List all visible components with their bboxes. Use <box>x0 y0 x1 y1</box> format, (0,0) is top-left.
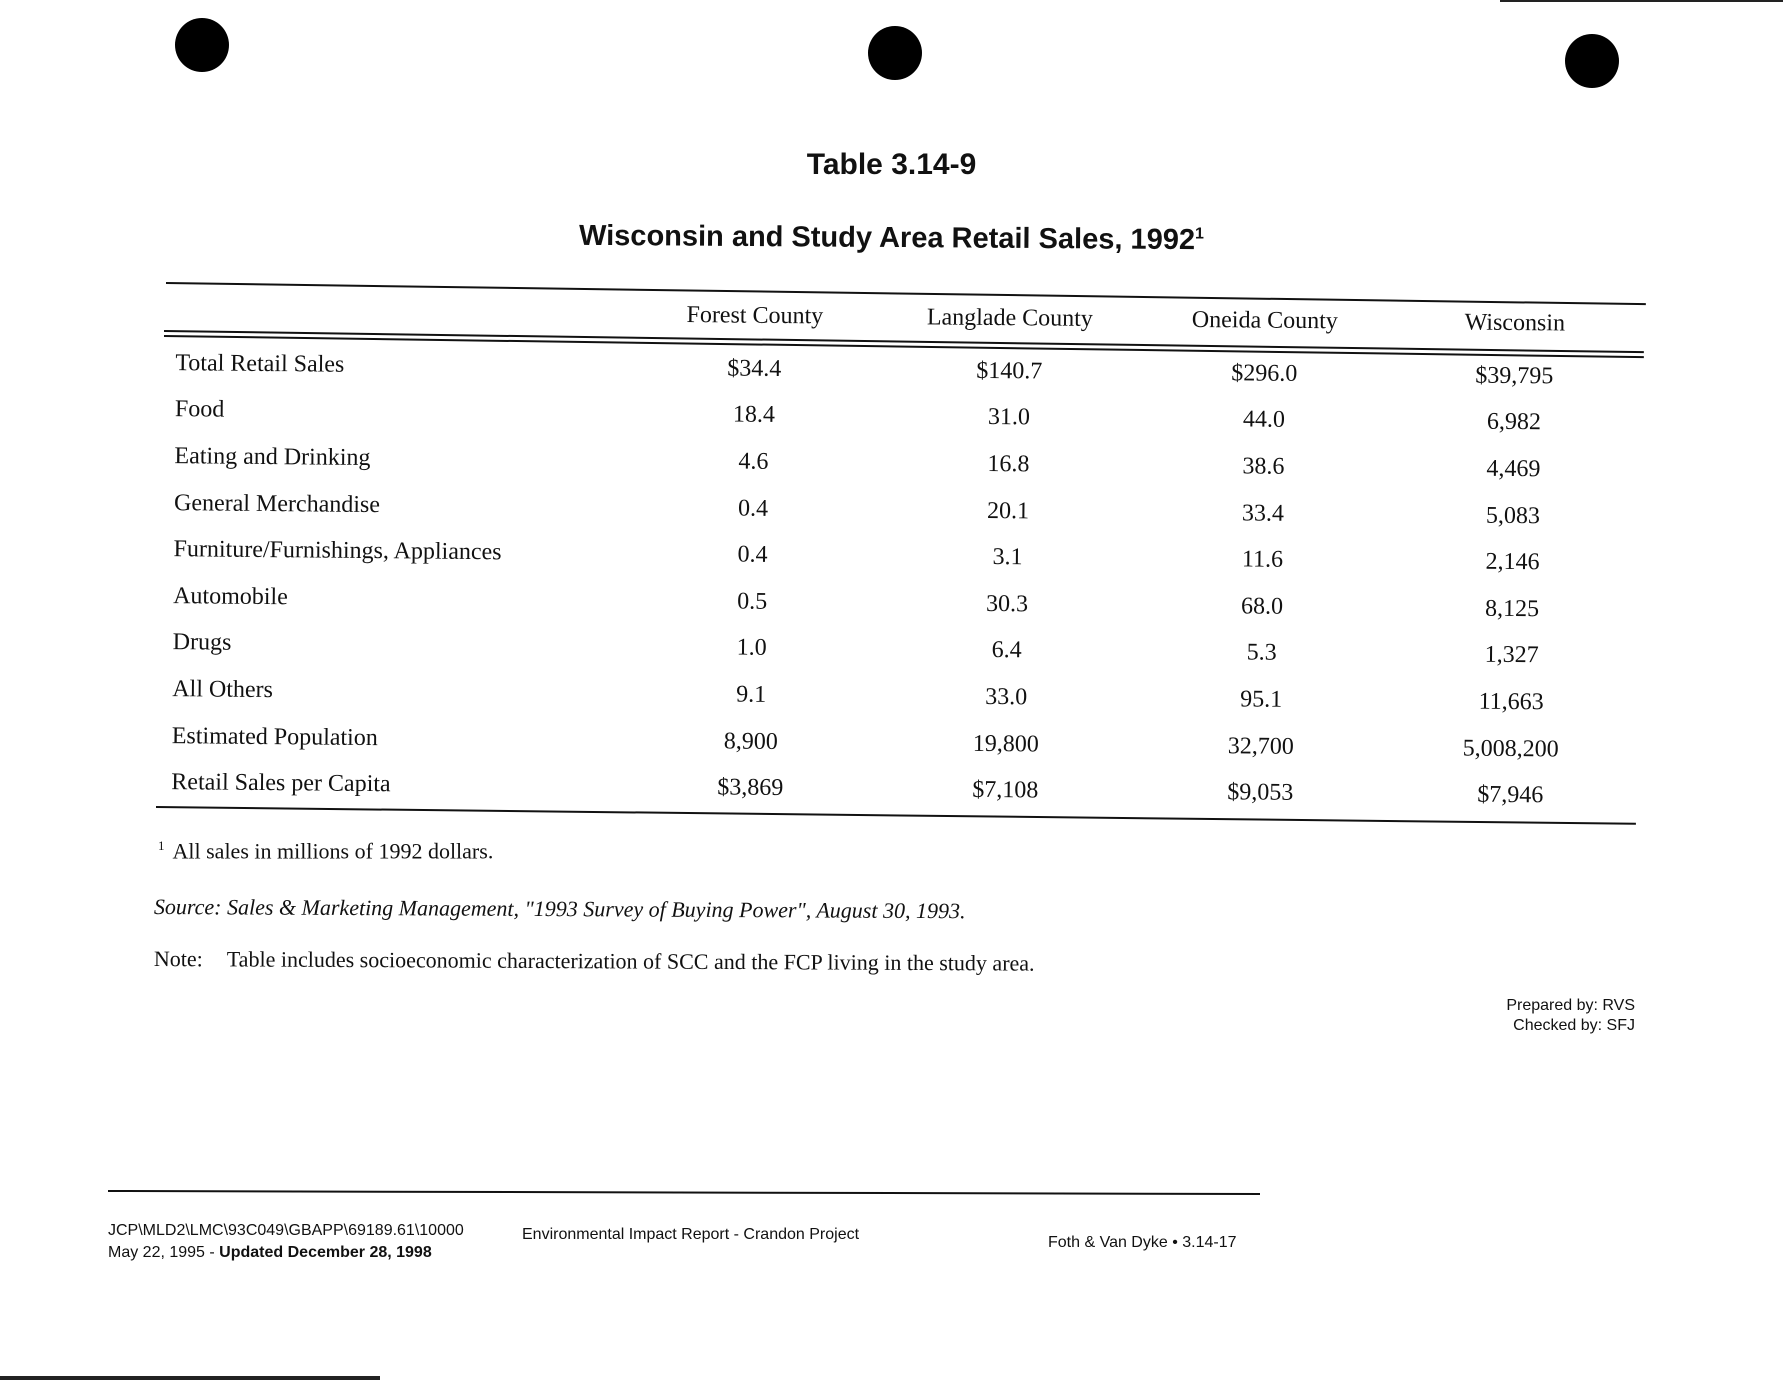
row-label: Automobile <box>173 582 288 611</box>
cell-langlade: 20.1 <box>986 497 1030 524</box>
cell-oneida: 95.1 <box>1240 686 1283 713</box>
checked-by: Checked by: SFJ <box>1513 1017 1635 1034</box>
scan-edge-top <box>1500 0 1783 2</box>
footnote-text: All sales in millions of 1992 dollars. <box>172 838 494 864</box>
row-label: Total Retail Sales <box>175 349 345 378</box>
cell-langlade: 3.1 <box>992 544 1023 571</box>
source-citation: Source: Sales & Marketing Management, "1993 Survey of Buying Power", August 30, 1993. <box>153 894 966 924</box>
punch-hole-left <box>175 18 229 72</box>
footer-file-path: JCP\MLD2\LMC\93C049\GBAPP\69189.61\10000 <box>108 1222 464 1239</box>
prepared-by: Prepared by: RVS <box>1506 997 1635 1014</box>
cell-oneida: 44.0 <box>1242 406 1286 434</box>
row-label: Food <box>174 396 225 424</box>
cell-wisconsin: 5,008,200 <box>1462 735 1559 762</box>
cell-langlade: 19,800 <box>972 730 1039 758</box>
cell-oneida: $9,053 <box>1227 779 1294 807</box>
cell-wisconsin: 6,982 <box>1486 409 1542 436</box>
row-label: Drugs <box>172 629 232 657</box>
title-footnote-mark: 1 <box>1194 225 1205 243</box>
cell-langlade: 6.4 <box>991 637 1022 664</box>
retail-sales-table <box>155 300 1640 820</box>
table-note <box>154 946 1035 977</box>
cell-wisconsin: $39,795 <box>1475 362 1554 390</box>
row-label: General Merchandise <box>173 489 381 518</box>
footnote-mark: 1 <box>158 838 165 853</box>
row-label: Eating and Drinking <box>174 443 371 472</box>
row-label: Estimated Population <box>171 722 378 751</box>
table-header-row <box>160 290 1640 344</box>
cell-wisconsin: 1,327 <box>1484 642 1539 669</box>
cell-langlade: 31.0 <box>987 404 1031 431</box>
cell-wisconsin: 5,083 <box>1485 502 1541 529</box>
footer-date <box>108 1244 432 1262</box>
footer-date-updated: Updated December 28, 1998 <box>219 1244 432 1261</box>
cell-wisconsin: 2,146 <box>1485 548 1540 576</box>
row-label: All Others <box>172 676 274 704</box>
note-label: Note: <box>153 946 203 972</box>
row-label: Furniture/Furnishings, Appliances <box>173 536 502 566</box>
cell-wisconsin: 11,663 <box>1478 688 1544 716</box>
cell-oneida: $296.0 <box>1231 360 1298 387</box>
header-forest-county: Forest County <box>686 301 824 329</box>
cell-wisconsin: 4,469 <box>1486 455 1541 483</box>
cell-forest: 18.4 <box>732 401 776 429</box>
cell-wisconsin: 8,125 <box>1484 595 1540 623</box>
cell-forest: 8,900 <box>723 727 778 755</box>
footer-firm-page: Foth & Van Dyke • 3.14-17 <box>1048 1234 1237 1251</box>
scan-edge-bottom <box>0 1376 380 1380</box>
cell-oneida: 5.3 <box>1246 639 1277 667</box>
cell-langlade: $140.7 <box>976 357 1043 385</box>
cell-forest: 0.5 <box>737 588 768 615</box>
cell-forest: $3,869 <box>717 774 784 802</box>
cell-oneida: 32,700 <box>1227 732 1294 760</box>
header-wisconsin: Wisconsin <box>1464 309 1566 336</box>
row-label: Retail Sales per Capita <box>171 769 391 798</box>
footnote <box>158 838 493 864</box>
cell-forest: 9.1 <box>736 681 767 708</box>
cell-forest: $34.4 <box>727 355 782 382</box>
cell-langlade: $7,108 <box>972 776 1039 804</box>
header-blank <box>160 290 630 335</box>
header-oneida-county: Oneida County <box>1191 306 1338 334</box>
cell-oneida: 68.0 <box>1240 593 1284 620</box>
punch-hole-right <box>1565 34 1619 88</box>
cell-langlade: 30.3 <box>985 590 1029 618</box>
footer-date-original: May 22, 1995 - <box>108 1244 220 1261</box>
punch-hole-center <box>868 26 922 80</box>
header-langlade-county: Langlade County <box>926 303 1093 332</box>
note-text: Table includes socioeconomic characterization of SCC and the FCP living in the study area. <box>226 946 1035 976</box>
table-number: Table 3.14-9 <box>806 148 977 181</box>
cell-langlade: 16.8 <box>987 450 1030 478</box>
footer-rule <box>108 1190 1260 1195</box>
table-title <box>0 216 1783 261</box>
table-title-text: Wisconsin and Study Area Retail Sales, 1992 <box>578 219 1196 257</box>
cell-forest: 0.4 <box>737 495 769 522</box>
cell-langlade: 33.0 <box>985 683 1028 711</box>
cell-forest: 1.0 <box>736 634 767 662</box>
cell-wisconsin: $7,946 <box>1477 781 1544 809</box>
cell-oneida: 33.4 <box>1241 499 1285 527</box>
cell-oneida: 38.6 <box>1242 453 1285 480</box>
prepared-checked-block <box>1506 996 1635 1036</box>
cell-oneida: 11.6 <box>1241 546 1284 573</box>
cell-forest: 0.4 <box>737 541 768 569</box>
footer-report-title: Environmental Impact Report - Crandon Project <box>522 1226 860 1243</box>
cell-forest: 4.6 <box>738 448 769 475</box>
